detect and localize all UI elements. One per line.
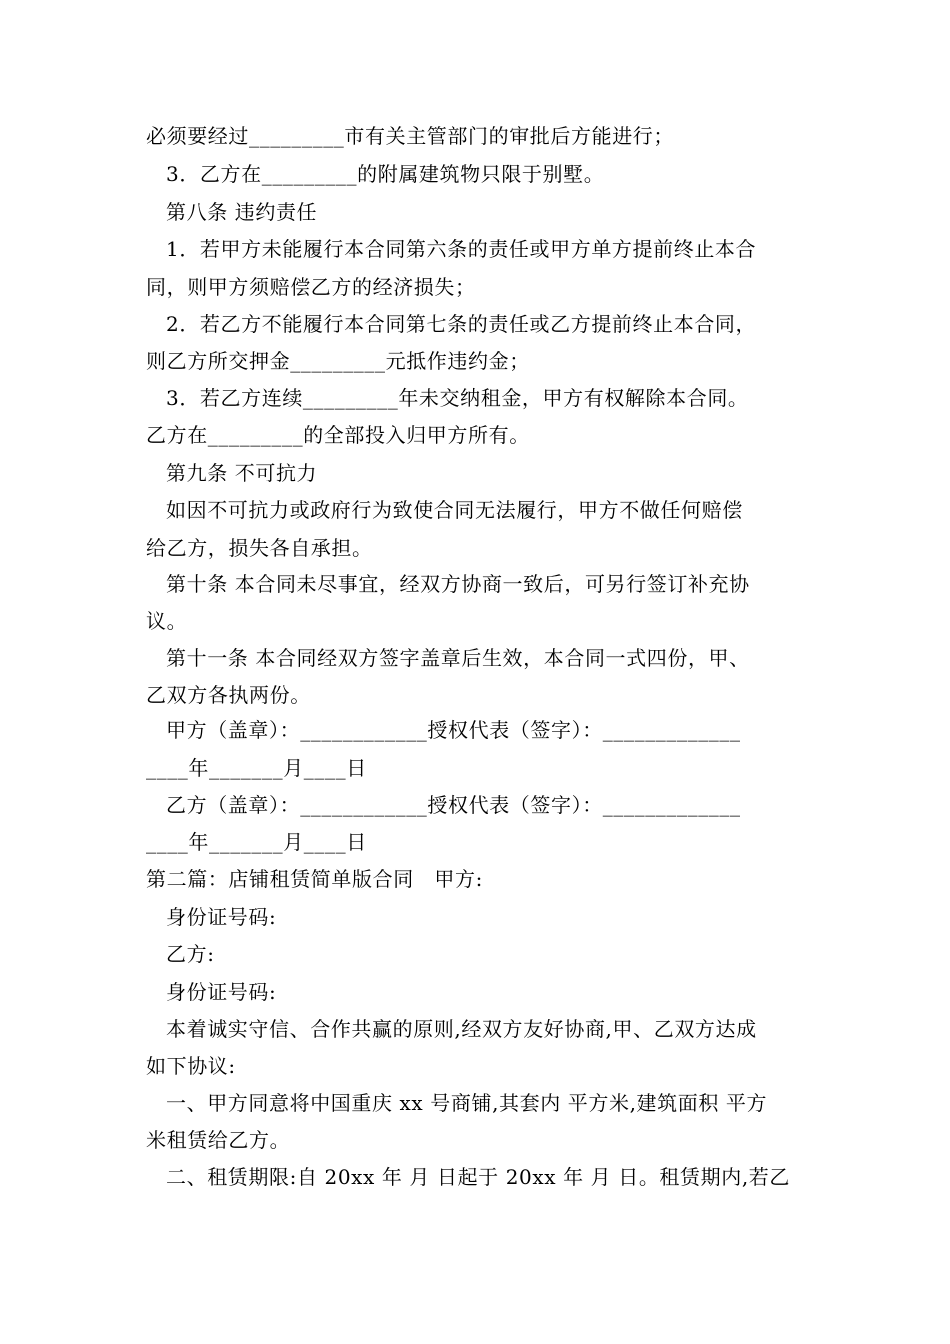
contract-text-line: 二、租赁期限:自 20xx 年 月 日起于 20xx 年 月 日。租赁期内,若乙 <box>166 1165 790 1189</box>
contract-text-line: 2．若乙方不能履行本合同第七条的责任或乙方提前终止本合同， <box>166 312 757 336</box>
article-heading: 第八条 违约责任 <box>166 200 318 224</box>
contract-text-line: 3．乙方在_________的附属建筑物只限于别墅。 <box>166 162 605 186</box>
contract-text-line: 一、甲方同意将中国重庆 xx 号商铺,其套内 平方米,建筑面积 平方 <box>166 1091 768 1115</box>
contract-text-line: 乙方: <box>166 942 215 966</box>
contract-text-line: 如因不可抗力或政府行为致使合同无法履行，甲方不做任何赔偿 <box>166 498 743 522</box>
section-heading: 第二篇：店铺租赁简单版合同 甲方: <box>146 867 483 891</box>
contract-text-line: 同，则甲方须赔偿乙方的经济损失； <box>146 275 476 299</box>
article-heading: 第九条 不可抗力 <box>166 461 318 485</box>
contract-text-line: 乙双方各执两份。 <box>146 683 311 707</box>
contract-text-line: 1．若甲方未能履行本合同第六条的责任或甲方单方提前终止本合 <box>166 237 757 261</box>
date-line-party-a: ____年_______月____日 <box>146 756 367 780</box>
contract-text-line: 本着诚实守信、合作共赢的原则,经双方友好协商,甲、乙双方达成 <box>166 1017 757 1041</box>
contract-text-line: 议。 <box>146 609 188 633</box>
contract-text-line: 则乙方所交押金_________元抵作违约金； <box>146 349 530 373</box>
contract-text-line: 3．若乙方连续_________年未交纳租金，甲方有权解除本合同。 <box>166 386 749 410</box>
contract-text-line: 米租赁给乙方。 <box>146 1128 291 1152</box>
contract-text-line: 身份证号码: <box>166 905 277 929</box>
contract-text-line: 第十一条 本合同经双方签字盖章后生效，本合同一式四份，甲、 <box>166 646 750 670</box>
contract-text-line: 乙方在_________的全部投入归甲方所有。 <box>146 423 530 447</box>
signature-line-party-a: 甲方（盖章）：____________授权代表（签字）：_____________ <box>166 718 741 742</box>
contract-text-line: 必须要经过_________市有关主管部门的审批后方能进行； <box>146 124 674 148</box>
contract-text-line: 如下协议: <box>146 1054 236 1078</box>
contract-text-line: 身份证号码: <box>166 980 277 1004</box>
signature-line-party-b: 乙方（盖章）：____________授权代表（签字）：_____________ <box>166 793 741 817</box>
date-line-party-b: ____年_______月____日 <box>146 830 367 854</box>
contract-text-line: 给乙方，损失各自承担。 <box>146 536 373 560</box>
contract-text-line: 第十条 本合同未尽事宜，经双方协商一致后，可另行签订补充协 <box>166 572 750 596</box>
